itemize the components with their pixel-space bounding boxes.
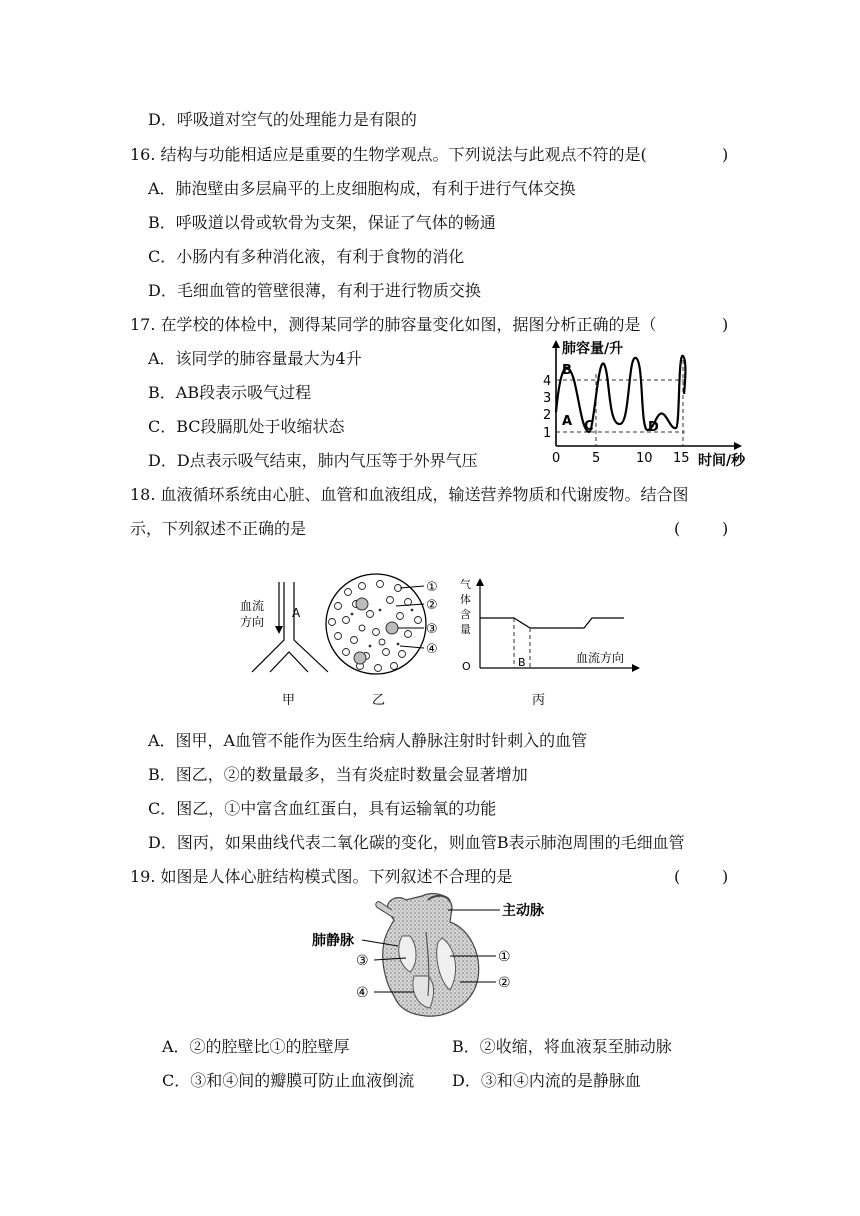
chart-ylabel: 肺容量/升 (562, 341, 624, 357)
chart-point-a: A (562, 414, 573, 429)
q17-option-d: D．D点表示吸气结束，肺内气压等于外界气压 (148, 451, 478, 470)
marker-1: ① (426, 580, 438, 595)
q17-option-c: C．BC段膈肌处于收缩状态 (148, 417, 345, 436)
gas-label-2: 体 (460, 593, 471, 606)
heart-structure-figure (310, 892, 560, 1022)
q17-stem: 17. 在学校的体检中，测得某同学的肺容量变化如图，据图分析正确的是（ (130, 315, 657, 334)
figure-bing-label: 丙 (532, 693, 546, 708)
gas-y-arrow (476, 578, 484, 586)
chart-volume-curve (556, 356, 685, 432)
figure-yi (326, 574, 438, 708)
lung-volume-chart (540, 334, 760, 472)
q17-paren-close: ) (722, 315, 729, 334)
q19-option-c: C．③和④间的瓣膜可防止血液倒流 (162, 1071, 415, 1090)
chart-x-arrow (734, 442, 742, 450)
figure-jia-label: 甲 (282, 693, 296, 708)
gas-label-3: 含 (460, 608, 471, 621)
q15-option-d: D．呼吸道对空气的处理能力是有限的 (148, 110, 417, 129)
marker-1-heart: ① (498, 949, 511, 965)
q18-paren-open: ( (674, 519, 681, 538)
gas-curve (480, 618, 624, 628)
vessel-label-b: B (518, 656, 526, 669)
chart-xtick-10: 10 (636, 451, 653, 466)
q17-option-b: B．AB段表示吸气过程 (148, 383, 312, 402)
figure-yi-label: 乙 (372, 693, 386, 708)
q19-paren-close: ) (722, 867, 729, 886)
q16-stem: 16. 结构与功能相适应是重要的生物学观点。下列说法与此观点不符的是( (130, 145, 647, 164)
chart-xtick-15: 15 (673, 451, 690, 466)
chart-ytick-2: 2 (543, 408, 552, 423)
chart-point-c: C (584, 419, 594, 434)
q18-option-b: B．图乙，②的数量最多，当有炎症时数量会显著增加 (148, 765, 528, 784)
q18-option-c: C．图乙，①中富含血红蛋白，具有运输氧的功能 (148, 799, 497, 818)
white-blood-cell-2 (386, 622, 398, 634)
figure-jia (240, 582, 328, 708)
vessel-branch (270, 652, 308, 672)
marker-4: ④ (426, 642, 438, 657)
flow-dir-label-1: 血流 (240, 599, 265, 613)
q18-stem-line1: 18. 血液循环系统由心脏、血管和血液组成，输送营养物质和代谢废物。结合图 (130, 485, 689, 504)
q19-stem: 19. 如图是人体心脏结构模式图。下列叙述不合理的是 (130, 867, 513, 886)
blood-circulation-figure (230, 570, 650, 710)
vessel-wall-right (294, 582, 328, 672)
chart-xtick-5: 5 (592, 451, 601, 466)
figure-bing (460, 577, 640, 708)
aorta-label: 主动脉 (502, 903, 544, 919)
blood-smear-circle (326, 574, 426, 674)
q17-option-a: A．该同学的肺容量最大为4升 (148, 349, 362, 368)
marker-2: ② (426, 598, 438, 613)
chart-xtick-0: 0 (552, 451, 561, 466)
q16-option-d: D．毛细血管的管壁很薄，有利于进行物质交换 (148, 281, 481, 300)
marker-2-heart: ② (498, 975, 511, 991)
pulm-vein-label: 肺静脉 (312, 933, 354, 949)
gas-xlabel: 血流方向 (576, 651, 625, 665)
gas-origin: O (462, 660, 471, 673)
chart-point-b: B (562, 363, 572, 378)
flow-arrow-head (275, 626, 283, 634)
q16-paren-close: ) (722, 145, 729, 164)
q18-paren-close: ) (722, 519, 729, 538)
white-blood-cell-3 (354, 652, 366, 664)
q18-option-d: D．图丙，如果曲线代表二氧化碳的变化，则血管B表示肺泡周围的毛细血管 (148, 833, 685, 852)
vessel-label-a: A (292, 606, 301, 620)
q16-option-b: B．呼吸道以骨或软骨为支架，保证了气体的畅通 (148, 213, 496, 232)
q19-option-d: D．③和④内流的是静脉血 (452, 1071, 641, 1090)
gas-label-4: 量 (460, 623, 471, 636)
marker-4-heart: ④ (356, 985, 369, 1001)
gas-x-arrow (632, 664, 640, 672)
chart-ytick-3: 3 (543, 391, 552, 406)
chart-xlabel: 时间/秒 (698, 453, 746, 469)
q19-option-a: A．②的腔壁比①的腔壁厚 (162, 1037, 350, 1056)
chart-ytick-4: 4 (543, 374, 552, 389)
q18-stem-line2: 示，下列叙述不正确的是 (130, 519, 307, 538)
chart-ytick-1: 1 (543, 426, 552, 441)
heart-body (376, 894, 479, 1017)
q19-paren-open: ( (674, 867, 681, 886)
marker-3: ③ (426, 622, 438, 637)
white-blood-cell-1 (356, 598, 368, 610)
q16-option-c: C．小肠内有多种消化液，有利于食物的消化 (148, 247, 465, 266)
q16-option-a: A．肺泡壁由多层扁平的上皮细胞构成，有利于进行气体交换 (148, 179, 576, 198)
chart-y-arrow (552, 340, 560, 348)
gas-label-1: 气 (460, 578, 471, 591)
q18-option-a: A．图甲，A血管不能作为医生给病人静脉注射时针刺入的血管 (148, 731, 588, 750)
marker-3-heart: ③ (356, 953, 369, 969)
flow-dir-label-2: 方向 (240, 615, 265, 629)
chart-point-d: D (648, 420, 659, 435)
q19-option-b: B．②收缩，将血液泵至肺动脉 (452, 1037, 672, 1056)
